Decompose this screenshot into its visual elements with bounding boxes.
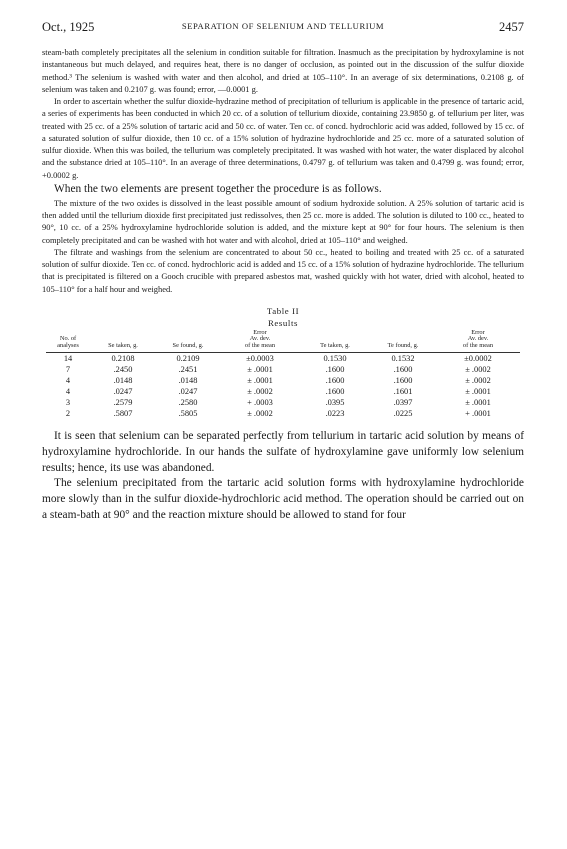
- running-title: SEPARATION OF SELENIUM AND TELLURIUM: [181, 21, 385, 31]
- table-cell: + .0003: [247, 397, 273, 407]
- table-cell: .0148: [113, 375, 133, 385]
- table-cell: ± .0002: [465, 364, 491, 374]
- table-cell: ± .0002: [247, 409, 273, 418]
- table-row: [46, 375, 520, 386]
- table-row: [46, 364, 520, 375]
- table-cell: .0225: [393, 409, 413, 418]
- paragraph-precipitation-rate: The selenium precipitated from the tartaric acid solution forms with hydroxylamine hydrochloride more slowly than in the sulfur dioxide-hydrochloric acid method. The operation should be carried out on a steam-bath at 90° and the reaction mixture should be allowed to stand for four: [42, 477, 524, 522]
- table-cell: .2580: [178, 397, 198, 407]
- table-cell: 2: [65, 409, 71, 418]
- column-header: Te taken, g.: [300, 330, 370, 352]
- table-cell: ± .0002: [247, 386, 273, 396]
- table-cell: ± .0001: [465, 386, 491, 396]
- table-cell: ±0.0002: [464, 353, 492, 363]
- journal-page: [42, 20, 524, 840]
- table-cell: ± .0001: [247, 375, 273, 385]
- table-cell: .2450: [113, 364, 133, 374]
- table-cell: .5807: [113, 409, 133, 418]
- page-header: [42, 20, 524, 38]
- table-cell: .1600: [393, 364, 413, 374]
- table-cell: .0397: [393, 397, 413, 407]
- table-row: [46, 352, 520, 364]
- table-cell: 7: [65, 364, 71, 374]
- table-subtitle: Results: [267, 317, 299, 328]
- column-header: Se found, g.: [156, 330, 220, 352]
- table-cell: 0.2109: [176, 353, 200, 363]
- paragraph-tellurium-method: In order to ascertain whether the sulfur dioxide-hydrazine method of precipitation of tellurium is applicable in the presence of tartaric acid, a series of experiments has been conducted in which 20 cc. of a solution of tellurium dioxide, containing 23.9850 g. of tellurium per liter, was treated with 25 cc. of a 25% solution of tartaric acid and 50 cc. of water. Ten cc. of concd. hydrochloric acid was added, followed by 15 cc. of a saturated solution of sulfur dioxide, then 10 cc. of a 15% solution of hydrazine hydrochloride and 25 cc. more of a saturated solution of sulfur dioxide. When this was boiled, the tellurium was completely precipitated. It was washed with hot water, the water displaced by alcohol and the substance dried at 105–110°. In an average of three determinations, 0.4797 g. of tellurium was taken and 0.4799 g. was found; error, +0.0002 g.: [42, 96, 524, 180]
- table-cell: 4: [65, 386, 71, 396]
- table-cell: .2579: [113, 397, 133, 407]
- table-cell: .0247: [113, 386, 133, 396]
- table-cell: .1600: [393, 375, 413, 385]
- table-cell: 0.1532: [391, 353, 415, 363]
- table-cell: .0395: [325, 397, 345, 407]
- paragraph-procedure-selenium: The mixture of the two oxides is dissolved in the least possible amount of sodium hydroxide solution. A 25% solution of tartaric acid is then added until the tellurium dioxide first precipitated just redissolves, then 25 cc. more is added. The solution is diluted to 100 cc., heated to 90°, 10 cc. of a 25% hydroxylamine hydrochloride solution is added, and the mixture kept at 90° for four hours. The selenium is then completely precipitated and can be washed with hot water and with alcohol, dried at 105–110° and weighed.: [42, 197, 524, 245]
- page-number: 2457: [499, 20, 524, 34]
- table-cell: .1601: [393, 386, 413, 396]
- table-cell: 3: [65, 397, 71, 407]
- procedure-heading: When the two elements are present together the procedure is as follows.: [54, 182, 382, 195]
- results-table: [46, 330, 520, 419]
- table-cell: ± .0001: [465, 397, 491, 407]
- table-row: [46, 386, 520, 397]
- column-header: Error Av. dev. of the mean: [436, 330, 520, 352]
- table-cell: .1600: [325, 364, 345, 374]
- table-cell: + .0001: [465, 409, 491, 418]
- table-cell: ± .0002: [465, 375, 491, 385]
- table-cell: ±0.0003: [246, 353, 274, 363]
- table-cell: .1600: [325, 375, 345, 385]
- table-cell: 4: [65, 375, 71, 385]
- paragraph-selenium-precipitation: steam-bath completely precipitates all the selenium in condition suitable for filtration. Inasmuch as the precipitation by hydroxylamine is not instantaneous but much delayed, and requires heat, there is no danger of occlusion, as pointed out in the discussion of the sulfur dioxide method.³ The selenium is washed with water and then alcohol, and dried at 105–110°. In an average of six determinations, 0.2108 g. of selenium was taken and 0.2107 g. was found; error, —0.0001 g.: [42, 47, 524, 94]
- table-cell: 0.2108: [111, 353, 135, 363]
- table-cell: .2451: [178, 364, 198, 374]
- paragraph-conclusion: It is seen that selenium can be separated perfectly from tellurium in tartaric acid solution by means of hydroxylamine hydrochloride. In our hands the sulfate of hydroxylamine gave uniformly low selenium results; hence, its use was abandoned.: [42, 430, 524, 474]
- column-header: Se taken, g.: [90, 330, 156, 352]
- table-cell: 0.1530: [323, 353, 347, 363]
- column-header: No. of analyses: [46, 330, 90, 352]
- column-header: Error Av. dev. of the mean: [220, 330, 300, 352]
- table-cell: .0247: [178, 386, 198, 396]
- table-cell: .0223: [325, 409, 345, 418]
- header-date: Oct., 1925: [42, 20, 95, 34]
- table-row: [46, 397, 520, 408]
- table-row: [46, 408, 520, 419]
- table-cell: .1600: [325, 386, 345, 396]
- column-header: Te found, g.: [370, 330, 436, 352]
- table-header-row: [46, 330, 520, 352]
- paragraph-procedure-tellurium: The filtrate and washings from the selenium are concentrated to about 50 cc., heated to boiling and treated with 25 cc. of a saturated solution of sulfur dioxide. Ten cc. of concd. hydrochloric acid is added and 15 cc. of a 15% solution of hydrazine hydrochloride. The tellurium that is precipitated is filtered on a Gooch crucible with prepared asbestos mat, washed quickly with hot water, dried with alcohol, heated to 105–110° for a half hour and weighed.: [42, 246, 524, 294]
- table-cell: .5805: [178, 409, 198, 418]
- table-cell: .0148: [178, 375, 198, 385]
- table-title: Table II: [266, 305, 300, 316]
- table-cell: 14: [63, 353, 73, 363]
- table-cell: ± .0001: [247, 364, 273, 374]
